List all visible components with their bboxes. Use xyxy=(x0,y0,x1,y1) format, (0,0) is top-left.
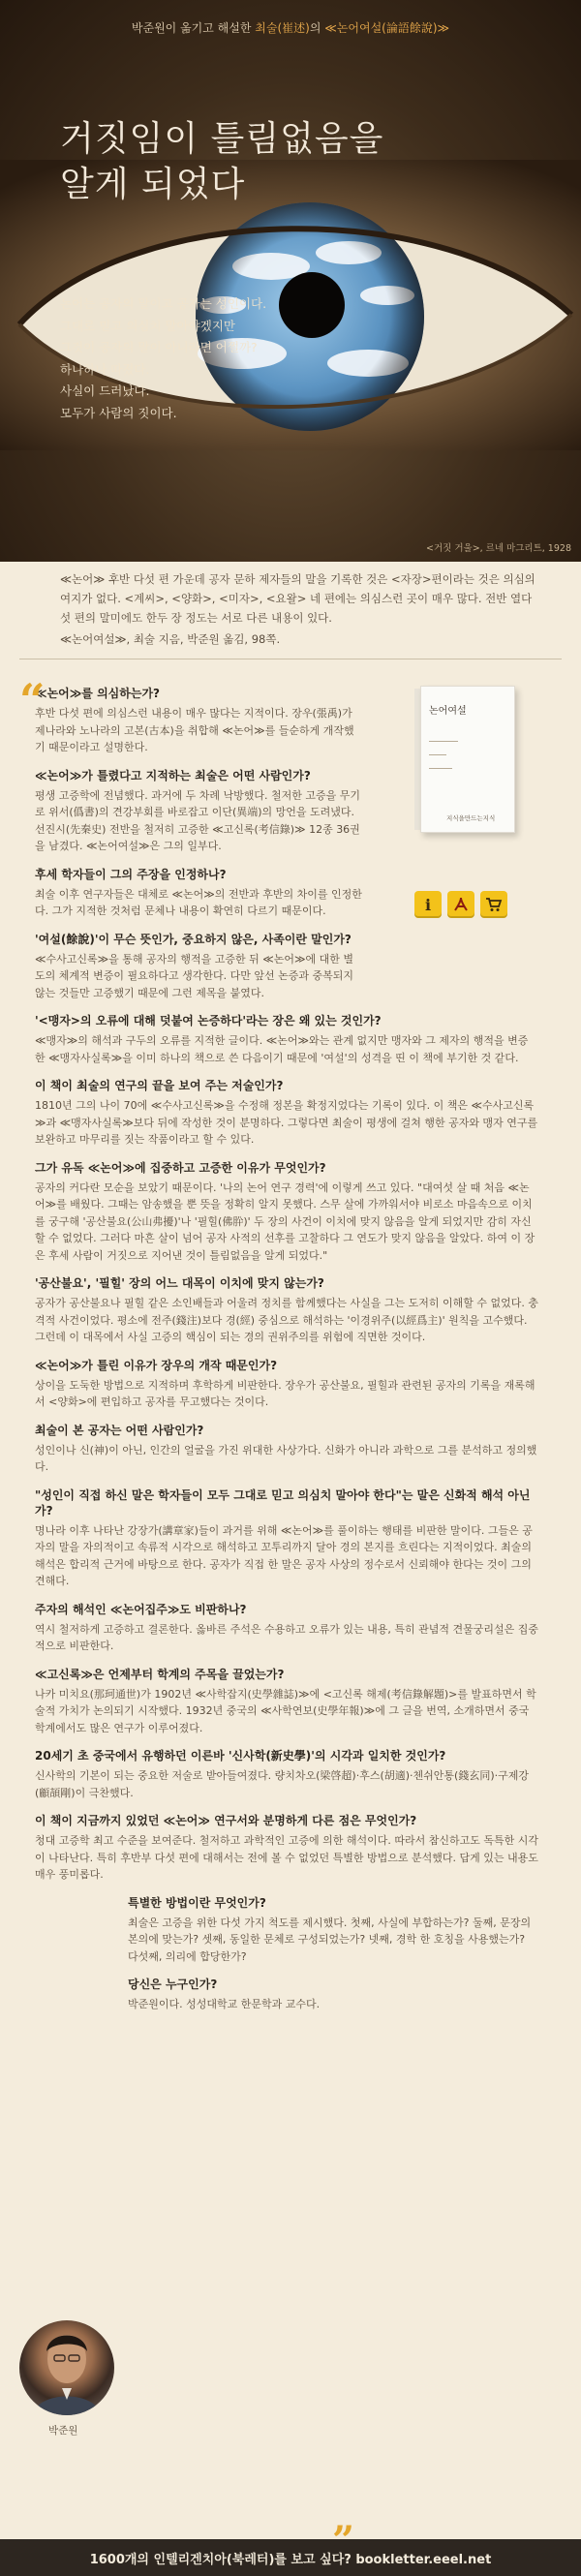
qa-answer: 최술은 고증을 위한 다섯 가지 척도를 제시했다. 첫째, 사실에 부합하는가? 둘째, 문장의 본의에 맞는가? 셋째, 동일한 문체로 구성되었는가? 넷째, 경학 한 호칭을 사용했는가? 다섯째, 의리에 합당한가? xyxy=(128,1916,532,1963)
qa-item xyxy=(35,932,362,1002)
image-credit: <거짓 거울>, 르네 마그리트, 1928 xyxy=(426,543,571,554)
hero-title xyxy=(60,116,383,207)
qa-item xyxy=(35,1423,538,1476)
qa-question: 특별한 방법이란 무엇인가? xyxy=(128,1895,266,1910)
qa-question: 후세 학자들이 그의 주장을 인정하나? xyxy=(35,867,227,881)
qa-answer: 상이을 도둑한 방법으로 지적하며 후학하게 비판한다. 장우가 공산불요, 필힐과 관련된 공자의 기록을 재록해서 <양화>에 편입하고 공자를 무고했다는 것이다. xyxy=(35,1378,535,1408)
qa-question: "성인이 직접 하신 말은 학자들이 모두 그대로 믿고 의심치 말아야 한다"는 말은 신화적 해석 아닌가? xyxy=(35,1487,531,1518)
hero-line: 사실이 드러났다. xyxy=(60,383,150,398)
hero-line: 모두가 사람의 짓이다. xyxy=(60,405,177,420)
qa-answer: 박준원이다. 성성대학교 한문학과 교수다. xyxy=(128,1998,321,2010)
qa-item xyxy=(35,1358,538,1411)
qa-question: 이 책이 최술의 연구의 끝을 보여 주는 저술인가? xyxy=(35,1079,284,1092)
qa-item xyxy=(128,1977,538,2013)
qa-question: ≪고신록≫은 언제부터 학계의 주목을 끌었는가? xyxy=(35,1667,285,1681)
hero-line: 논어는 공자의 말이고 공자는 성인이다. xyxy=(60,296,267,311)
subtitle-author: 최술(崔述) xyxy=(255,21,310,35)
qa-question: 그가 유독 ≪논어≫에 집중하고 고증한 이유가 무엇인가? xyxy=(35,1160,326,1175)
book-title: 논어여설 xyxy=(429,706,467,717)
qa-item xyxy=(35,1275,538,1346)
qa-item xyxy=(35,1667,538,1737)
hero-banner xyxy=(0,0,581,562)
hero-lines xyxy=(60,293,266,424)
qa-item xyxy=(35,686,362,756)
qa-answer: 청대 고증학 최고 수준을 보여준다. 철저하고 과학적인 고증에 의한 해석이다. 따라서 참신하고도 독특한 시각이 나타난다. 특히 후반부 다섯 편에 대해서는 전에 볼 수 없었던 특별한 방법으로 분석했다. 답게 있는 내용도 매우 풍미롭다. xyxy=(35,1834,538,1881)
qa-item xyxy=(35,1748,538,1801)
qa-answer: 성인이나 신(神)이 아닌, 인간의 얼굴을 가진 위대한 사상가다. 신화가 아니라 과학으로 그를 분석하고 정의했다. xyxy=(35,1443,537,1473)
hero-line: 그대로 믿고 의심치 말아야겠지만 xyxy=(60,318,235,333)
qa-answer: ≪맹자≫의 해석과 구두의 오류를 지적한 글이다. ≪논어≫와는 관계 없지만 맹자와 그 제자의 행적을 변증한 ≪맹자사실록≫을 이미 하나의 책으로 쓴 다음이기 때문에 '여설'의 성격을 띤 이 책에 부기한 것 같다. xyxy=(35,1034,529,1064)
qa-item xyxy=(128,1895,538,1966)
hero-title-line: 거짓임이 틀림없음을 xyxy=(60,119,384,159)
qa-item xyxy=(35,1013,538,1066)
qa-answer: 신사학의 기본이 되는 중요한 저술로 받아들여졌다. 량치차오(梁啓超)·후스(胡適)·첸쉬안통(錢玄同)·구제강(顧頡剛)이 극찬했다. xyxy=(35,1769,529,1799)
subtitle-mid: 의 xyxy=(309,21,325,35)
hero-line: 그것이 공자의 말이 아니라면 어쩔까? xyxy=(60,340,258,354)
qa-question: 주자의 해석인 ≪논어집주≫도 비판하나? xyxy=(35,1602,247,1616)
qa-question: '여설(餘說)'이 무슨 뜻인가, 중요하지 않은, 사족이란 말인가? xyxy=(35,932,352,946)
book-publisher: 지식을만드는지식 xyxy=(446,814,496,822)
qa-question: '<맹자>의 오류에 대해 덧붙여 논증하다'라는 장은 왜 있는 것인가? xyxy=(35,1014,382,1027)
qa-section xyxy=(19,674,538,2025)
qa-item xyxy=(35,1078,538,1149)
qa-item xyxy=(35,768,362,855)
qa-item xyxy=(35,1160,538,1265)
footer-banner[interactable]: 1600개의 인텔리겐치아(북레터)를 보고 싶다? bookletter.eeel.net xyxy=(0,2539,581,2576)
qa-question: 20세기 초 중국에서 유행하던 이른바 '신사학(新史學)'의 시각과 일치한 것인가? xyxy=(35,1749,446,1763)
qa-question: 최술이 본 공자는 어떤 사람인가? xyxy=(35,1423,204,1437)
qa-answer: ≪수사고신록≫을 통해 공자의 행적을 고증한 뒤 ≪논어≫에 대한 별도의 체계적 변증이 필요하다고 생각한다. 다만 앞선 논증과 중복되지 않는 것들만 고증했기 때문에 그런 제목을 붙였다. xyxy=(35,952,354,999)
qa-list xyxy=(35,686,538,2013)
qa-answer: 명나라 이후 나타난 강장가(講章家)들이 과거를 위해 ≪논어≫를 풀이하는 행태를 비판한 말이다. 그들은 공자의 말을 자의적이고 속류적 시각으로 해석하고 꼬투리까지 달아 경의 본지를 흐린다는 지적이었다. 최술의 해석은 합리적 근거에 바탕으로 한다. 공자가 직접 한 말은 공자 사상의 정수로서 신뢰해야 한다는 것이 그의 견해다. xyxy=(35,1523,533,1587)
open-quote-icon: “ xyxy=(19,674,46,726)
qa-question: '공산불요', '필힐' 장의 어느 대목이 이치에 맞지 않는가? xyxy=(35,1276,324,1290)
intro-paragraph: ≪논어≫ 후반 다섯 편 가운데 공자 문하 제자들의 말을 기록한 것은 <자장>편이라는 것은 의심의 여지가 없다. <계씨>, <양화>, <미자>, <요왈> 네 편에는 의심스런 곳이 매우 많다. 전반 열다섯 편의 말미에도 한두 장 정도는 서로 다른 내용이 있다. xyxy=(60,572,535,625)
qa-answer: 평생 고증학에 전념했다. 과거에 두 차례 낙방했다. 철저한 고증을 무기로 위서(僞書)의 견강부회를 바로잡고 이단(異端)의 망언을 도려냈다. 선진시(先秦史) 전반을 철저히 고증한 ≪고신록(考信錄)≫ 12종 36권을 남겼다. ≪논어여설≫은 그의 일부다. xyxy=(35,788,360,852)
qa-answer: 후반 다섯 편에 의심스런 내용이 매우 많다는 지적이다. 장우(張禹)가 제나라와 노나라의 고본(古本)을 취합해 ≪논어≫를 들순하게 개작했기 때문이라고 설명한다. xyxy=(35,707,354,753)
info-icon[interactable]: i xyxy=(414,891,442,918)
qa-answer: 최술 이후 연구자들은 대체로 ≪논어≫의 전반과 후반의 차이를 인정한다. 그가 지적한 것처럼 문체나 내용이 확연히 다르기 때문이다. xyxy=(35,887,362,917)
qa-answer: 나카 미치요(那珂通世)가 1902년 ≪사학잡지(史學雜誌)≫에 <고신록 해제(考信錄解題)>를 발표하면서 학술적 가치가 논의되기 시작했다. 1932년 중국의 ≪사학연보(史學年報)≫에 그 글을 번역, 소개하면서 중국 학계에서도 많은 연구가 이루어졌다. xyxy=(35,1687,536,1734)
qa-question: 당신은 누구인가? xyxy=(128,1978,218,1991)
hero-title-line: 알게 되었다 xyxy=(60,165,246,204)
intro-citation: ≪논어여설≫, 최술 지음, 박준원 옮김, 98쪽. xyxy=(60,632,281,646)
qa-item xyxy=(35,1487,538,1590)
subtitle-book: ≪논어여설(論語餘說)≫ xyxy=(324,21,450,35)
qa-answer: 공자가 공산불요나 필힐 같은 소인배들과 어울려 정치를 함께했다는 사실을 그는 도저히 이해할 수 없었다. 충격적 사건이었다. 평소에 전주(錢注)보다 경(經) 중심으로 해석하는 '이경위주(以經爲主)' 원칙을 고수했다. 그런데 이 대목에서 사실 고증의 핵심이 되는 경의 권위주의를 위험에 직면한 것이다. xyxy=(35,1297,538,1343)
qa-question: ≪논어≫가 틀렸다고 지적하는 최술은 어떤 사람인가? xyxy=(35,768,311,782)
qa-question: ≪논어≫가 틀린 이유가 장우의 개작 때문인가? xyxy=(35,1358,278,1372)
qa-answer: 역시 철저하게 고증하고 결론한다. 옳바른 주석은 수용하고 오류가 있는 내용, 특히 관념적 견물궁리설은 집중적으로 비판한다. xyxy=(35,1622,538,1652)
qa-question: 이 책이 지금까지 있었던 ≪논어≫ 연구서와 분명하게 다른 점은 무엇인가? xyxy=(35,1814,417,1827)
qa-answer: 1810년 그의 나이 70에 ≪수사고신록≫을 수정해 정본을 확정지었다는 기록이 있다. 이 책은 ≪수사고신록≫과 ≪맹자사실록≫보다 뒤에 작성한 것이 분명하다. 그렇다면 최술이 평생에 걸쳐 행한 공자와 맹자 연구를 보완하고 마무리를 짓는 작품이라고 할 수 있다. xyxy=(35,1099,538,1146)
hero-line: 하나하나 따졌다. xyxy=(60,361,150,377)
hero-subtitle xyxy=(0,19,581,36)
subtitle-prefix: 박준원이 옮기고 해설한 xyxy=(131,21,256,35)
qa-answer: 공자의 커다란 모순을 보았기 때문이다. '나의 논어 연구 경력'에 이렇게 쓰고 있다. "대여섯 살 때 처음 ≪논어≫를 배웠다. 그때는 암송했을 뿐 뜻을 정확히 알지 못했다. 스무 살에 가까워서야 비로소 마음속으로 이치를 궁구해 '공산불요(公山弗擾)'나 '필힐(佛肸)' 두 장의 사건이 이치에 맞지 않음을 알게 되었지만 감히 자신할 수 없었다. 그러다 마흔 살이 넘어 공자 사적의 선후를 고찰하다 그 연도가 맞지 않음을 알았다. 하여 이 장은 후세 사람이 거짓으로 지어낸 것이 틀림없음을 알게 되었다." xyxy=(35,1181,535,1262)
qa-item xyxy=(35,867,362,920)
qa-question: ≪논어≫를 의심하는가? xyxy=(35,687,161,700)
author-name: 박준원 xyxy=(48,2425,78,2437)
qa-item xyxy=(35,1813,538,1884)
author-photo xyxy=(19,2320,114,2415)
qa-item xyxy=(35,1602,538,1655)
